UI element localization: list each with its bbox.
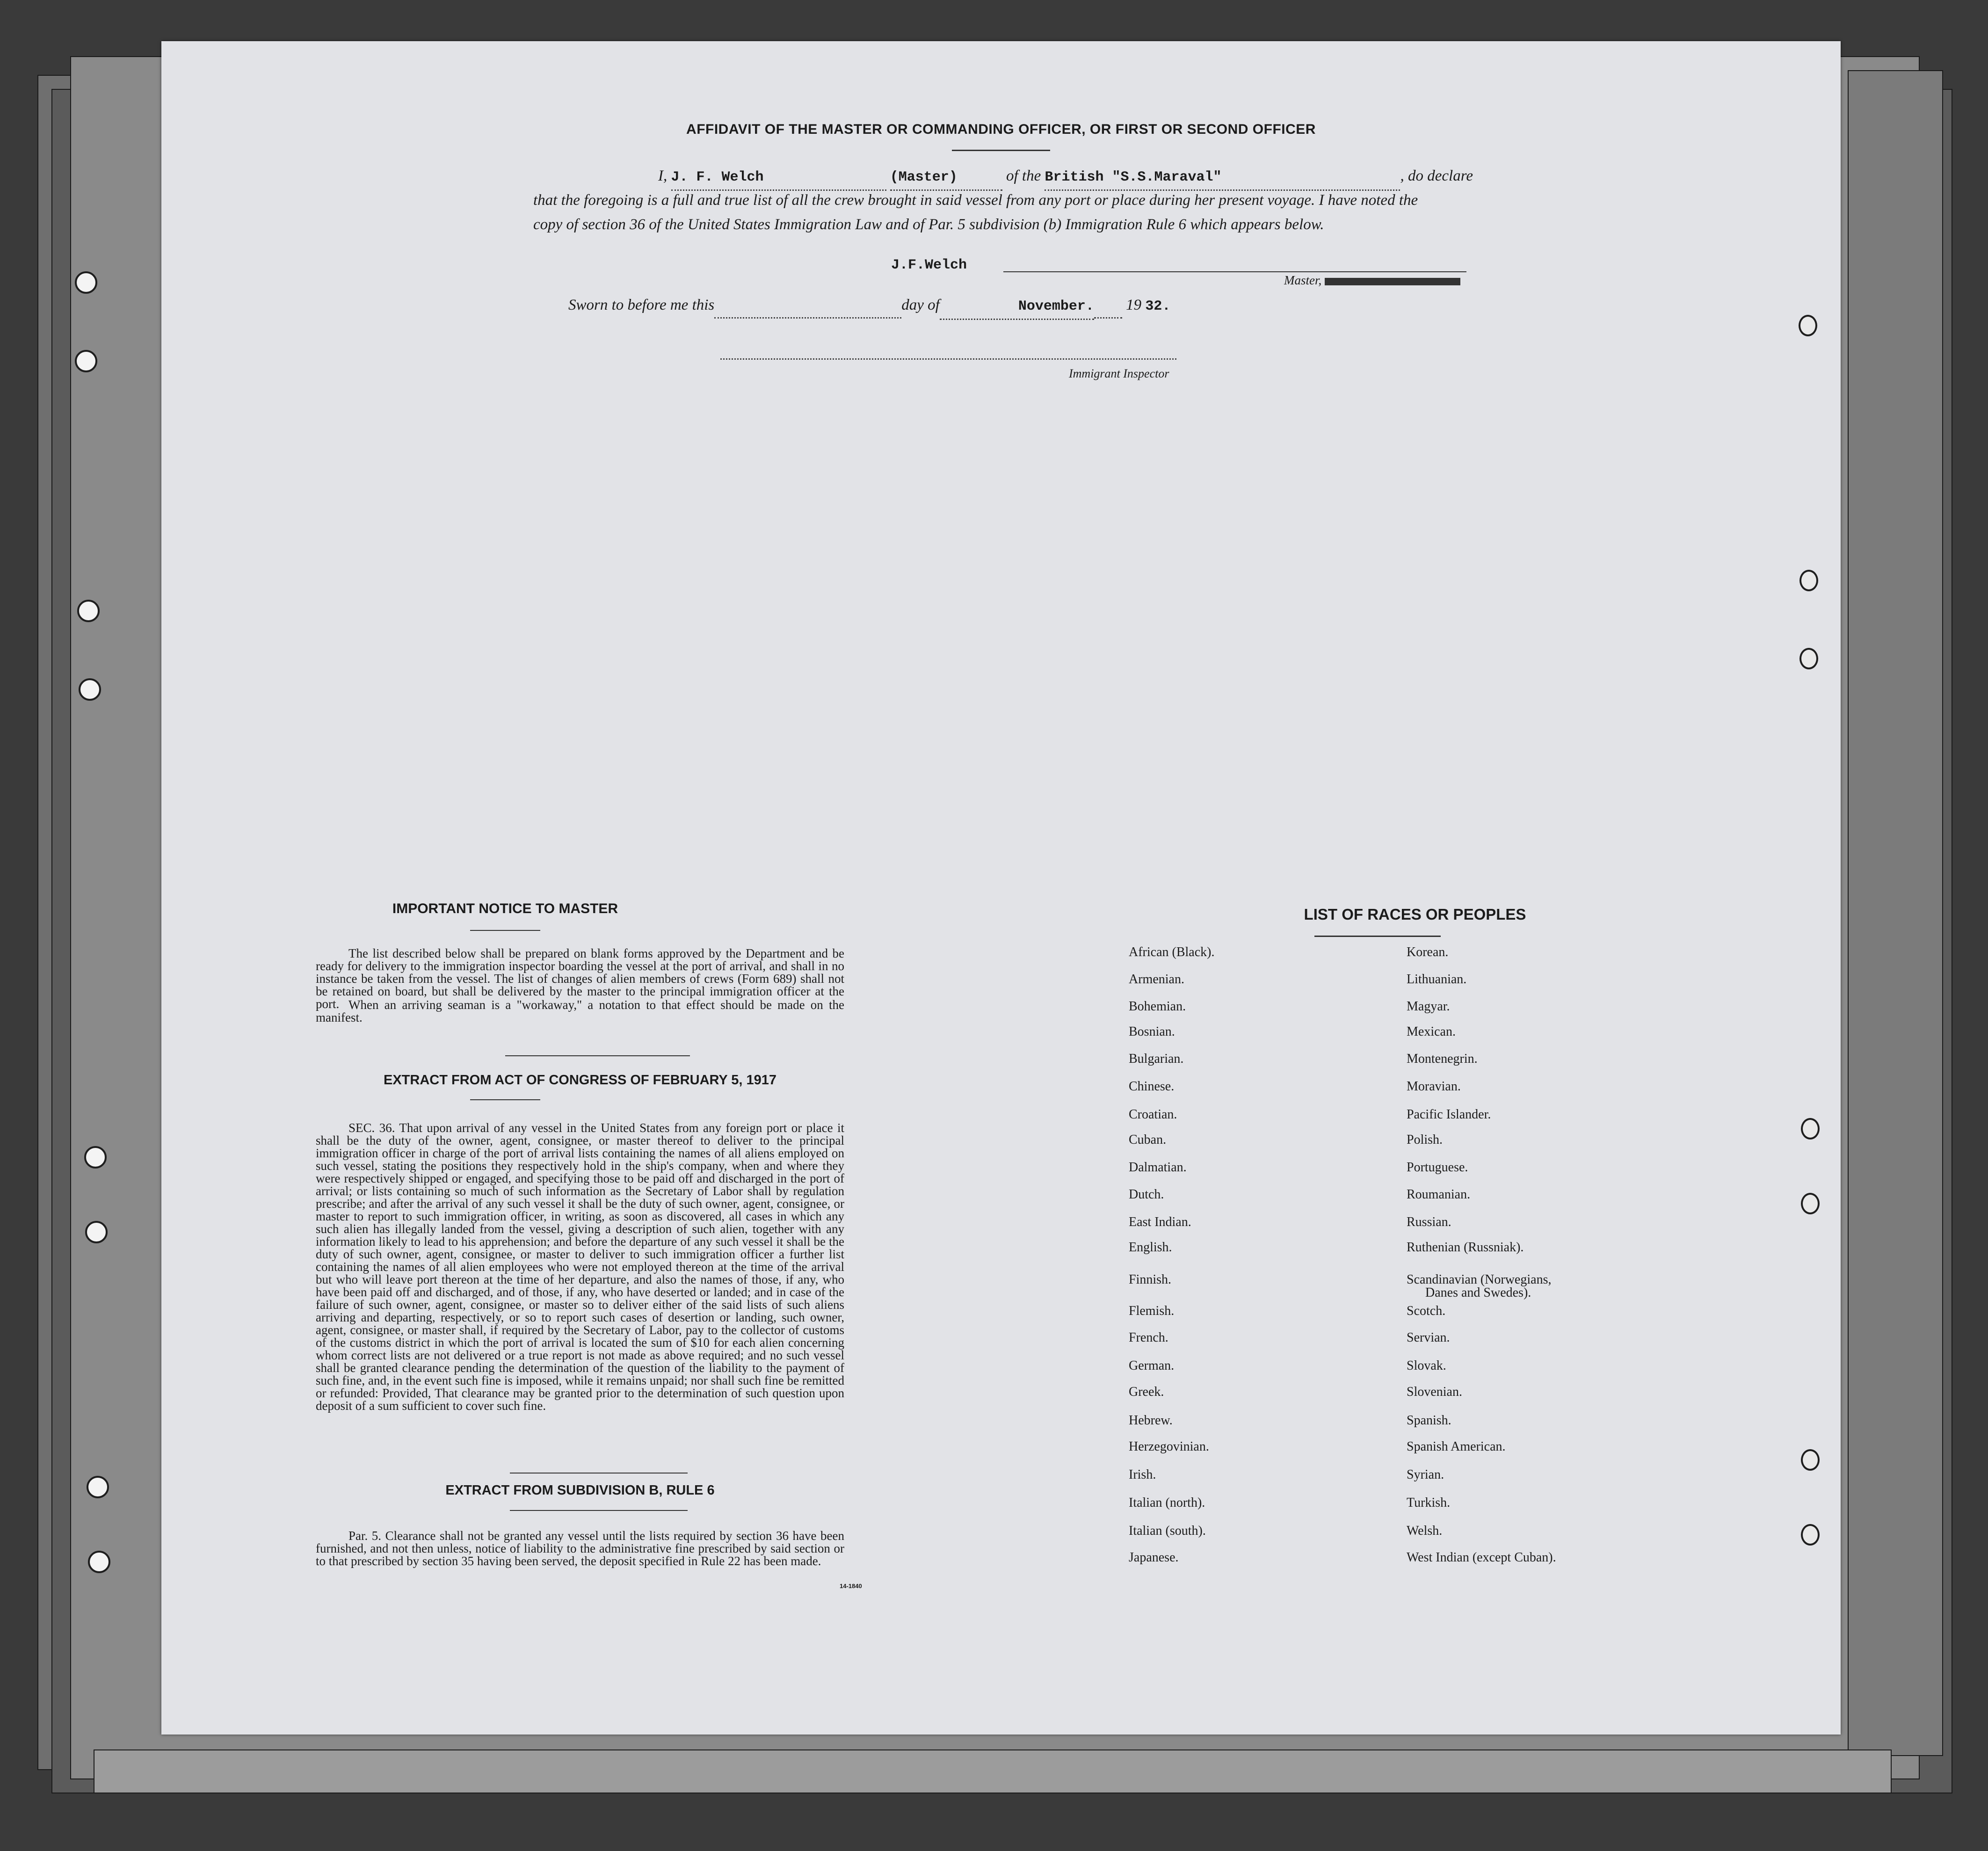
notice-paragraph-1: The list described below shall be prepared on blank forms approved by the Department and be ready for delivery to the immigration inspector boarding the vessel at the port of arrival, and shall in no instance be taken from the vessel. The list of changes of alien members of crews (Form 689) shall not be retained on board, but shall be delivered by the master to the principal immigration officer at the port. bbox=[316, 946, 844, 1011]
affidavit-line-1 bbox=[658, 164, 1631, 191]
of-the-label: of the bbox=[1006, 167, 1041, 184]
year-prefix: 19 bbox=[1126, 297, 1142, 313]
race-item: Chinese. bbox=[1129, 1079, 1175, 1094]
race-item: Servian. bbox=[1407, 1330, 1450, 1345]
divider bbox=[470, 1099, 540, 1100]
binder-hole bbox=[84, 1146, 107, 1169]
binder-hole bbox=[1799, 315, 1817, 336]
race-item: Turkish. bbox=[1407, 1495, 1451, 1510]
sworn-label: Sworn to before me this bbox=[568, 297, 715, 313]
race-item: Bohemian. bbox=[1129, 999, 1186, 1014]
form-number: 14-1840 bbox=[840, 1582, 862, 1590]
affidavit-prefix: I, bbox=[658, 167, 668, 184]
sworn-day-field bbox=[714, 293, 901, 319]
binder-hole bbox=[77, 600, 100, 622]
race-item: German. bbox=[1129, 1358, 1175, 1373]
race-item: Mexican. bbox=[1407, 1024, 1456, 1039]
rank: (Master) bbox=[890, 169, 958, 185]
extract-rule-text: Par. 5. Clearance shall not be granted any vessel until the lists required by section 36 have been furnished, and not then unless, notice of liability to the administrative fine prescribed by said section or to that prescribed by section 35 having been served, the deposit specified in Rule 22 has been made. bbox=[316, 1529, 844, 1568]
declare-label: , do declare bbox=[1400, 167, 1473, 184]
notice-title: IMPORTANT NOTICE TO MASTER bbox=[392, 901, 618, 916]
divider bbox=[510, 1510, 688, 1511]
manifest-sheet bbox=[161, 41, 1841, 1735]
race-item: Slovenian. bbox=[1407, 1385, 1462, 1399]
race-item: Magyar. bbox=[1407, 999, 1450, 1014]
rank-field bbox=[890, 164, 1002, 191]
binder-hole bbox=[1799, 648, 1818, 669]
race-item: East Indian. bbox=[1129, 1215, 1191, 1229]
race-item: Italian (south). bbox=[1129, 1524, 1206, 1538]
signature: J.F.Welch bbox=[891, 257, 967, 273]
binder-hole bbox=[88, 1551, 110, 1573]
race-item: Flemish. bbox=[1129, 1304, 1175, 1318]
race-item: Dalmatian. bbox=[1129, 1160, 1187, 1175]
binder-hole bbox=[1801, 1524, 1820, 1546]
race-item: Finnish. bbox=[1129, 1272, 1172, 1287]
race-item: Welsh. bbox=[1407, 1524, 1443, 1538]
master-label bbox=[1284, 273, 1460, 288]
race-item: Ruthenian (Russniak). bbox=[1407, 1240, 1524, 1255]
race-item: Russian. bbox=[1407, 1215, 1451, 1229]
sworn-line bbox=[568, 293, 1170, 320]
race-item: Dutch. bbox=[1129, 1187, 1164, 1202]
binder-hole bbox=[87, 1476, 109, 1498]
notice-paragraph-2: When an arriving seaman is a "workaway," a notation to that effect should be made on the manifest. bbox=[316, 998, 844, 1024]
race-item: Lithuanian. bbox=[1407, 972, 1467, 987]
race-item: Pacific Islander. bbox=[1407, 1107, 1491, 1122]
race-item: Cuban. bbox=[1129, 1132, 1167, 1147]
race-item: French. bbox=[1129, 1330, 1168, 1345]
race-item: Moravian. bbox=[1407, 1079, 1461, 1094]
day-of-label: day of bbox=[901, 297, 940, 313]
binder-hole bbox=[85, 1221, 108, 1243]
master-name-field bbox=[671, 164, 886, 191]
race-item: Scotch. bbox=[1407, 1304, 1446, 1318]
race-item: Bulgarian. bbox=[1129, 1052, 1184, 1066]
extract-act-title: EXTRACT FROM ACT OF CONGRESS OF FEBRUARY 5, 1917 bbox=[383, 1073, 777, 1088]
races-title: LIST OF RACES OR PEOPLES bbox=[1304, 906, 1526, 923]
race-item: Korean. bbox=[1407, 945, 1449, 959]
race-item: Scandinavian (Norwegians, bbox=[1407, 1272, 1552, 1287]
race-item: Syrian. bbox=[1407, 1467, 1444, 1482]
binder-hole bbox=[75, 350, 97, 372]
inspector-signature-line bbox=[720, 358, 1176, 360]
master-name: J. F. Welch bbox=[671, 169, 764, 185]
page-stack-edge bbox=[94, 1749, 1892, 1793]
extract-act-text: SEC. 36. That upon arrival of any vessel in the United States from any foreign port or place it shall be the duty of the owner, agent, consignee, or master thereof to deliver to the principal immigration officer in charge of the port of arrival lists containing the names of all aliens employed on such vessel, stating the positions they respectively hold in the ship's company, when and where they were respectively shipped or engaged, and specifying those to be paid off and discharged in the port of arrival; or lists containing so much of such information as the Secretary of Labor shall by regulation prescribe; and after the arrival of any such vessel it shall be the duty of such owner, agent, consignee, or master to report to such immigration officer, in writing, as soon as discovered, all cases in which any such alien has illegally landed from the vessel, giving a description of such alien, together with any information likely to lead to his apprehension; and before the departure of any such vessel it shall be the duty of such owner, agent, consignee, or master to deliver to such immigration officer a further list containing the names of all alien employees who were not employed thereon at the time of the arrival but who will leave port thereon at the time of her departure, and also the names of those, if any, who have been paid off and discharged, and of those, if any, who have deserted or landed; and in case of the failure of such owner, agent, consignee, or master so to deliver either of the said lists of such aliens arriving and departing, respectively, or so to report such cases of desertion or landing, such owner, agent, consignee, or master shall, if required by the Secretary of Labor, pay to the collector of customs of the customs district in which the port of arrival is located the sum of $10 for each alien concerning whom correct lists are not delivered or a true report is not made as above required; and no such vessel shall be granted clearance pending the determination of the question of the liability to the payment of such fine, and, in the event such fine is imposed, while it remains unpaid; nor shall such fine be remitted or refunded: Provided, That clearance may be granted prior to the determination of such question upon deposit of a sum sufficient to cover such fine. bbox=[316, 1121, 844, 1413]
sworn-year: 32. bbox=[1145, 298, 1171, 314]
race-item: Croatian. bbox=[1129, 1107, 1177, 1122]
race-item-continuation: Danes and Swedes). bbox=[1425, 1285, 1531, 1300]
page-stack-edge bbox=[1848, 70, 1943, 1756]
race-item: Slovak. bbox=[1407, 1358, 1446, 1373]
race-item: Spanish. bbox=[1407, 1413, 1451, 1428]
binder-hole bbox=[75, 271, 97, 294]
binder-hole bbox=[1801, 1118, 1820, 1140]
divider bbox=[1314, 936, 1441, 937]
binder-hole bbox=[1801, 1193, 1820, 1214]
binder-hole bbox=[1801, 1449, 1820, 1471]
race-item: West Indian (except Cuban). bbox=[1407, 1550, 1556, 1565]
race-item: Montenegrin. bbox=[1407, 1052, 1478, 1066]
binder-hole bbox=[1799, 570, 1818, 591]
race-item: Greek. bbox=[1129, 1385, 1164, 1399]
race-item: Herzegovinian. bbox=[1129, 1439, 1209, 1454]
sworn-month-field bbox=[940, 293, 1094, 320]
affidavit-line-3: copy of section 36 of the United States Immigration Law and of Par. 5 subdivision (b) Immigration Rule 6 which appears below. bbox=[533, 216, 1324, 233]
signature-line bbox=[1003, 271, 1466, 272]
race-item: African (Black). bbox=[1129, 945, 1215, 959]
divider bbox=[505, 1055, 690, 1056]
race-item: Roumanian. bbox=[1407, 1187, 1471, 1202]
extract-rule-title: EXTRACT FROM SUBDIVISION B, RULE 6 bbox=[445, 1483, 715, 1498]
race-item: Spanish American. bbox=[1407, 1439, 1506, 1454]
affidavit-line-2: that the foregoing is a full and true list of all the crew brought in said vessel from any port or place during her present voyage. I have noted the bbox=[533, 192, 1418, 209]
race-item: English. bbox=[1129, 1240, 1172, 1255]
race-item: Bosnian. bbox=[1129, 1024, 1175, 1039]
divider bbox=[470, 930, 540, 931]
race-item: Irish. bbox=[1129, 1467, 1156, 1482]
race-item: Italian (north). bbox=[1129, 1495, 1205, 1510]
race-item: Hebrew. bbox=[1129, 1413, 1173, 1428]
struck-out-text bbox=[1325, 278, 1460, 285]
race-item: Armenian. bbox=[1129, 972, 1184, 987]
binder-hole bbox=[79, 678, 101, 701]
inspector-label: Immigrant Inspector bbox=[1069, 367, 1169, 380]
divider bbox=[510, 1473, 688, 1474]
sworn-month: November. bbox=[1018, 298, 1094, 314]
race-item: Polish. bbox=[1407, 1132, 1443, 1147]
divider bbox=[952, 150, 1050, 151]
race-item: Portuguese. bbox=[1407, 1160, 1468, 1175]
race-item: Japanese. bbox=[1129, 1550, 1179, 1565]
vessel-name: British "S.S.Maraval" bbox=[1045, 169, 1222, 185]
master-label-text: Master, bbox=[1284, 273, 1322, 287]
vessel-field bbox=[1045, 164, 1400, 191]
affidavit-title: AFFIDAVIT OF THE MASTER OR COMMANDING OFFICER, OR FIRST OR SECOND OFFICER bbox=[686, 122, 1316, 137]
